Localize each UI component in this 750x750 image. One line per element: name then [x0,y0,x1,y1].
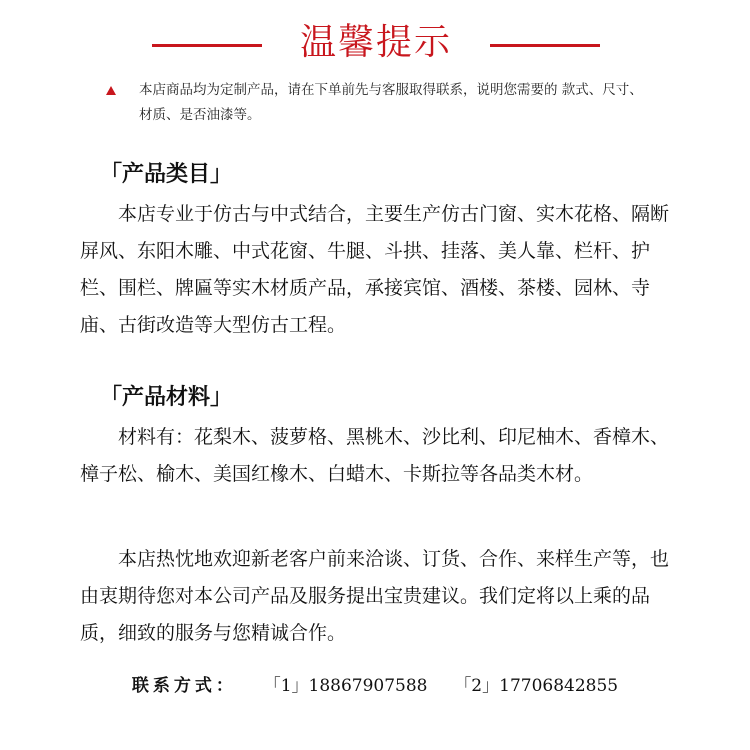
page-title: 温馨提示 [299,22,452,63]
notice-text: 本店商品均为定制产品，请在下单前先与客服取得联系，说明您需要的 款式、尺寸、材质、是否油漆等。 [139,82,643,123]
contact-phone-1: 「1」18867907588 [263,676,428,696]
header-left-rule [152,44,262,47]
contact-phone-2: 「2」17706842855 [454,676,619,696]
header-right-rule [490,44,600,47]
material-title: 「产品材料」 [100,385,233,410]
material-body: 材料有：花梨木、菠萝格、黑桃木、沙比利、印尼柚木、香樟木、樟子松、榆木、美国红橡木、白蜡木、卡斯拉等各品类木材。 [80,426,670,485]
contact-label: 联系方式： [131,676,237,696]
category-title: 「产品类目」 [100,162,233,187]
warning-triangle-icon [106,86,116,95]
notice-block [106,78,666,128]
header [0,18,750,68]
welcome-body: 本店热忱地欢迎新老客户前来洽谈、订货、合作、来样生产等，也由衷期待您对本公司产品及服务提出宝贵建议。我们定将以上乘的品质，细致的服务与您精诚合作。 [80,548,670,644]
category-body: 本店专业于仿古与中式结合，主要生产仿古门窗、实木花格、隔断屏风、东阳木雕、中式花窗、牛腿、斗拱、挂落、美人靠、栏杆、护栏、围栏、牌匾等实木材质产品，承接宾馆、酒楼、茶楼、园林、寺庙、古街改造等大型仿古工程。 [80,203,670,336]
contact-info [0,672,750,700]
